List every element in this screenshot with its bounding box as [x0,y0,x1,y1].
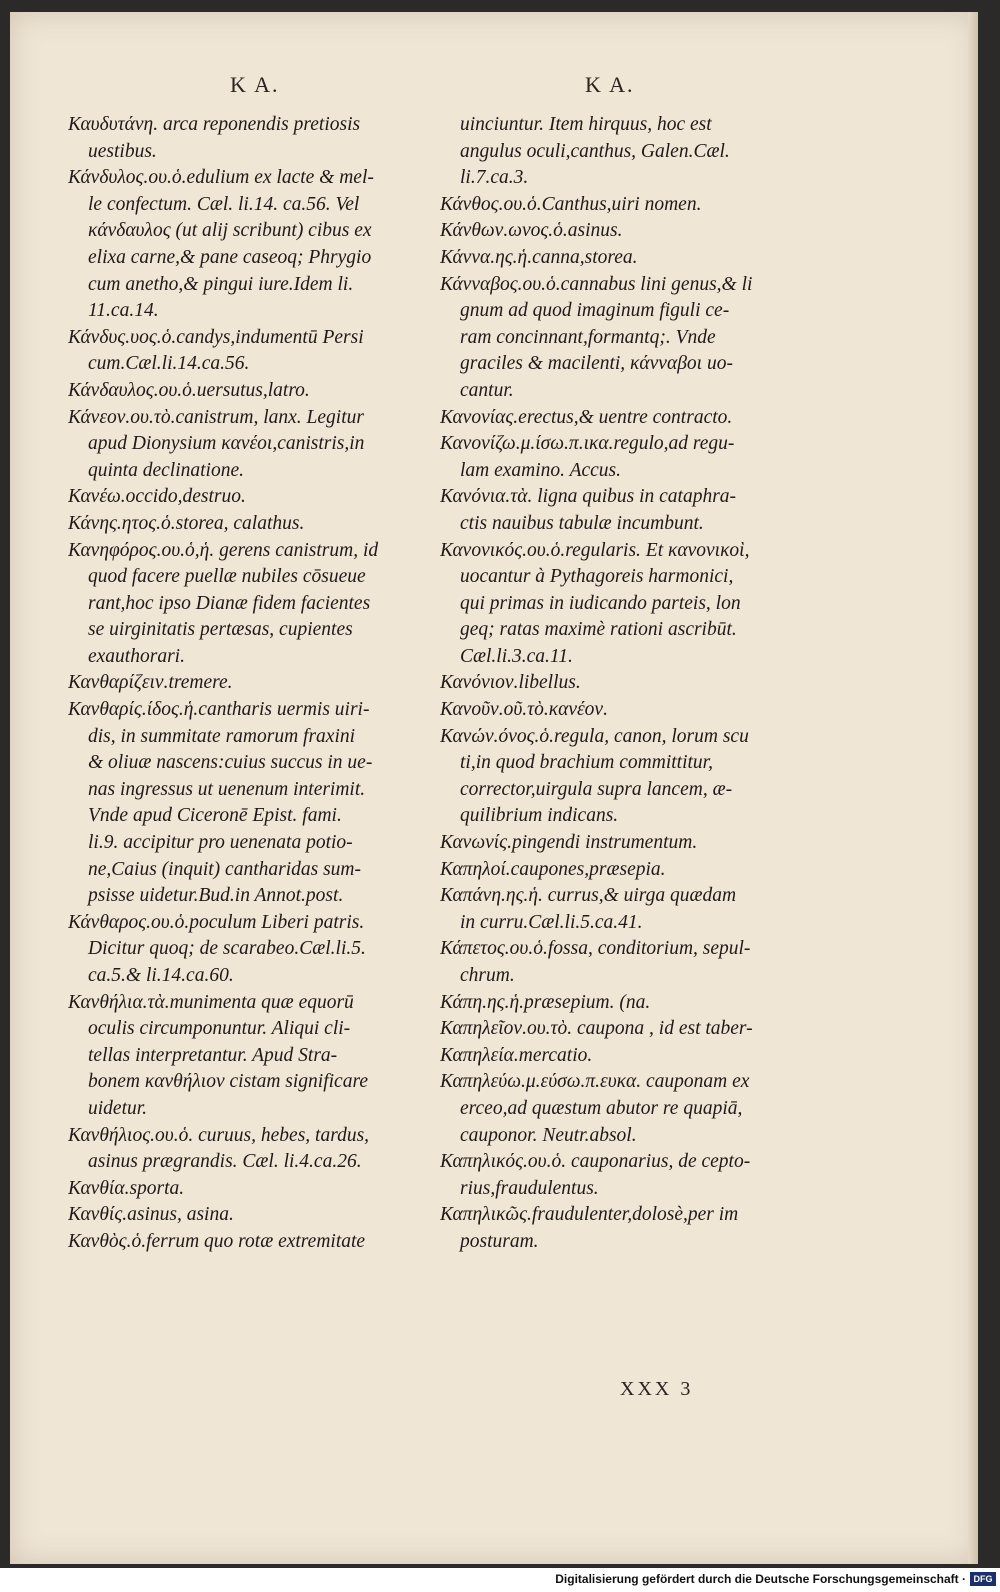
dictionary-entry [440,484,785,537]
entry-line: elixa carne,& pane caseoq; Phrygio [88,246,372,268]
entry-line: Κανονίζω.μ.ίσω.π.ικα.regulo,ad regu- [440,433,735,455]
entry-line: Καπηλεία.mercatio. [440,1044,593,1066]
entry-line: in curru.Cæl.li.5.ca.41. [460,911,643,933]
entry-line: quod facere puellæ nubiles cōsueue [88,566,366,588]
dictionary-entry [440,1202,785,1255]
entry-line: Καπάνη.ης.ἡ. currus,& uirga quædam [440,885,737,907]
entry-line: ctis nauibus tabulæ incumbunt. [460,512,704,534]
entry-line: uinciuntur. Item hirquus, hoc est [460,114,712,135]
entry-line: Κανθία.sporta. [68,1177,185,1199]
running-head-right: K A. [585,72,635,97]
entry-line: ne,Caius (inquit) cantharidas sum- [88,858,361,880]
entry-line: li.7.ca.3. [460,167,529,189]
entry-line: Καπηλεύω.μ.εύσω.π.ευκα. cauponam ex [440,1071,750,1093]
entry-line: chrum. [460,965,515,986]
dictionary-entry [68,1202,413,1229]
entry-line: graciles & macilenti, κάνναβοι uo- [460,353,733,375]
entry-line: Καπηλικός.ου.ὁ. cauponarius, de cepto- [440,1151,751,1173]
entry-line: Κάνδυς.υος.ὁ.candys,indumentū Persi [68,326,364,348]
entry-line: uocantur à Pythagoreis harmonici, [460,566,734,588]
entry-line: Κανθαρίς.ίδος.ἡ.cantharis uermis uiri- [68,699,370,721]
entry-line: Κανθήλια.τὰ.munimenta quæ equorū [68,991,354,1013]
entry-line: cum.Cæl.li.14.ca.56. [88,353,250,375]
entry-line: Κανηφόρος.ου.ὁ,ἡ. gerens canistrum, id [68,539,379,561]
entry-line: geq; ratas maximè rationi ascribūt. [460,619,737,641]
entry-line: dis, in summitate ramorum fraxini [88,725,356,747]
signature-mark: XXX 3 [620,1378,694,1400]
entry-line: li.9. accipitur pro uenenata potio- [88,832,353,854]
dictionary-entry [68,670,413,697]
entry-line: oculis circumponuntur. Aliqui cli- [88,1018,351,1040]
entry-line: Κανθὸς.ὁ.ferrum quo rotæ extremitate [68,1230,366,1252]
entry-line: Κάνναβος.ου.ὁ.cannabus lini genus,& li [440,273,753,295]
entry-line: rius,fraudulentus. [460,1177,599,1199]
dictionary-entry [440,857,785,884]
dictionary-entry [68,1229,413,1256]
dictionary-entry [440,112,785,192]
dictionary-entry [440,883,785,936]
entry-line: psisse uidetur.Bud.in Annot.post. [88,885,344,907]
entry-line: Κανοῦν.οῦ.τὸ.κανέον. [440,699,608,721]
dictionary-entry [68,378,413,405]
entry-line: ca.5.& li.14.ca.60. [88,965,234,986]
footer-bar [0,1568,1000,1592]
entry-line: Κάπετος.ου.ὁ.fossa, conditorium, sepul- [440,938,751,960]
page-edge [968,12,978,1564]
entry-line: se uirginitatis pertæsas, cupientes [88,619,353,641]
dictionary-entry [68,112,413,165]
entry-line: rant,hoc ipso Dianæ fidem facientes [88,592,371,614]
dictionary-entry [68,325,413,378]
dictionary-entry [440,990,785,1017]
entry-line: Καυδυτάνη. arca reponendis pretiosis [68,114,361,135]
entry-line: κάνδαυλος (ut alij scribunt) cibus ex [88,220,372,242]
dictionary-entry [68,511,413,538]
entry-line: Κανόνιον.libellus. [440,672,581,694]
book-page [10,12,978,1564]
entry-line: Κανών.όνος.ὁ.regula, canon, lorum scu [440,725,749,747]
entry-line: quilibrium indicans. [460,805,619,827]
dictionary-entry [440,670,785,697]
entry-line: Κάνδαυλος.ου.ὁ.uersutus,latro. [68,379,310,401]
entry-line: Κάπη.ης.ἡ.præsepium. (na. [440,991,651,1013]
dictionary-entry [440,830,785,857]
entry-line: corrector,uirgula supra lancem, æ- [460,778,733,800]
entry-line: ti,in quod brachium committitur, [460,752,713,774]
dictionary-entry [68,484,413,511]
entry-line: apud Dionysium κανέοι,canistris,in [88,433,365,455]
dictionary-entry [440,245,785,272]
dictionary-entry [440,724,785,830]
entry-line: Κάνδυλος.ου.ὁ.edulium ex lacte & mel- [68,167,374,189]
entry-line: Κάνθων.ωνος.ὁ.asinus. [440,220,623,242]
entry-line: quinta declinatione. [88,459,244,481]
dictionary-entry [440,405,785,432]
entry-line: nas ingressus ut uenenum interimit. [88,778,366,800]
entry-line: asinus prægrandis. Cæl. li.4.ca.26. [88,1151,362,1173]
entry-line: & oliuæ nascens:cuius succus in ue- [88,752,373,774]
entry-line: 11.ca.14. [88,300,159,322]
entry-line: qui primas in iudicando parteis, lon [460,592,741,614]
entry-line: Κανθήλιος.ου.ὁ. curuus, hebes, tardus, [68,1124,370,1146]
entry-line: Κάννα.ης.ἡ.canna,storea. [440,246,638,268]
dictionary-entry [68,165,413,325]
entry-line: ram concinnant,formantq;. Vnde [460,326,716,348]
dictionary-entry [440,1069,785,1149]
dictionary-entry [440,1043,785,1070]
dictionary-entry [68,405,413,485]
running-head-left: K A. [230,72,280,97]
dictionary-entry [440,936,785,989]
entry-line: tellas interpretantur. Apud Stra- [88,1044,338,1066]
entry-line: Καπηλοί.caupones,præsepia. [440,858,666,880]
entry-line: uestibus. [88,140,157,162]
dictionary-entry [68,990,413,1123]
dictionary-entry [440,192,785,219]
entry-line: posturam. [460,1230,539,1252]
footer-credit: Digitalisierung gefördert durch die Deutsche Forschungsgemeinschaft · [555,1572,966,1586]
entry-line: Κανόνια.τὰ. ligna quibus in cataphra- [440,486,737,508]
dictionary-entry [440,538,785,671]
dictionary-entry [440,697,785,724]
entry-line: Κάνθαρος.ου.ὁ.poculum Liberi patris. [68,911,365,933]
entry-line: Κανονίας.erectus,& uentre contracto. [440,406,733,428]
dictionary-entry [440,431,785,484]
entry-line: Καπηλεῖον.ου.τὸ. caupona , id est taber- [440,1018,753,1040]
entry-line: Cæl.li.3.ca.11. [460,645,573,667]
entry-line: cantur. [460,379,514,401]
entry-line: le confectum. Cæl. li.14. ca.56. Vel [88,193,360,215]
entry-line: Vnde apud Ciceronē Epist. fami. [88,805,342,827]
entry-line: lam examino. Accus. [460,459,622,481]
entry-line: angulus oculi,canthus, Galen.Cæl. [460,140,730,162]
entry-line: Κανθίς.asinus, asina. [68,1204,234,1226]
entry-line: uidetur. [88,1097,148,1119]
entry-line: cum anetho,& pingui iure.Idem li. [88,273,354,295]
entry-line: erceo,ad quæstum abutor re quapiā, [460,1097,743,1119]
dfg-logo: DFG [970,1572,996,1586]
entry-line: exauthorari. [88,645,185,667]
entry-line: Κανθαρίζειν.tremere. [68,672,233,694]
entry-line: Dicitur quoq; de scarabeo.Cæl.li.5. [88,938,366,960]
left-column [68,112,413,1256]
dictionary-entry [68,697,413,910]
dictionary-entry [68,538,413,671]
entry-line: Καπηλικῶς.fraudulenter,dolosè,per im [440,1204,739,1226]
entry-line: Κάνεον.ου.τὸ.canistrum, lanx. Legitur [68,406,364,428]
dictionary-entry [68,1123,413,1176]
dictionary-entry [68,910,413,990]
entry-line: Κάνθος.ου.ὁ.Canthus,uiri nomen. [440,193,702,215]
entry-line: bonem κανθήλιον cistam significare [88,1071,368,1093]
dictionary-entry [440,1149,785,1202]
entry-line: Καvωνίς.pingendi instrumentum. [440,832,698,854]
right-column [440,112,785,1256]
dictionary-entry [440,218,785,245]
entry-line: gnum ad quod imaginum figuli ce- [460,300,730,322]
entry-line: Κανονικός.ου.ὁ.regularis. Et κανονικοὶ, [440,539,750,561]
entry-line: cauponor. Neutr.absol. [460,1124,637,1146]
dictionary-entry [440,272,785,405]
entry-line: Κανέω.occido,destruo. [68,486,246,508]
dictionary-entry [440,1016,785,1043]
dictionary-entry [68,1176,413,1203]
entry-line: Κάνης.ητος.ὁ.storea, calathus. [68,512,305,534]
